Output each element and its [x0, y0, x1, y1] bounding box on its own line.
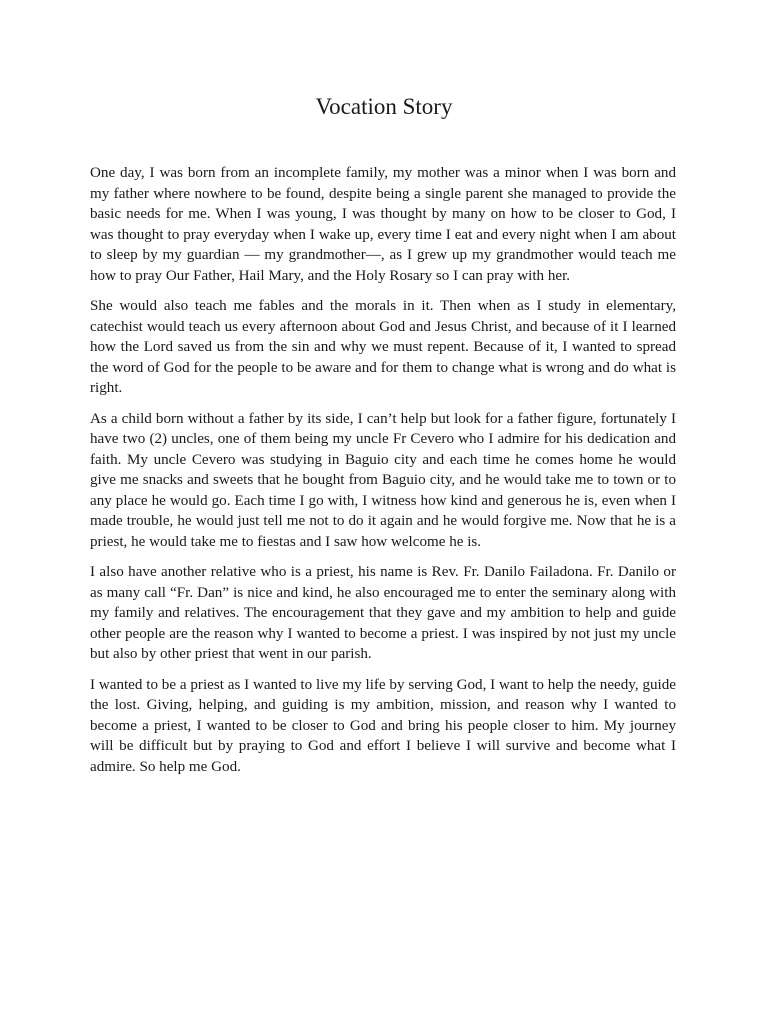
document-title: Vocation Story: [315, 94, 453, 119]
paragraph-1: One day, I was born from an incomplete family, my mother was a minor when I was born and my father where nowhere to be found, despite being a single parent she managed to provide the basic needs for me. When I was young, I was thought by many on how to be closer to God, I was thought to pray everyday when I wake up, every time I eat and every night when I am about to sleep by my guardian — my grandmother—, as I grew up my grandmother would teach me how to pray Our Father, Hail Mary, and the Holy Rosary so I can pray with her.: [90, 165, 676, 284]
document-body: [90, 163, 676, 787]
paragraph-5: I wanted to be a priest as I wanted to live my life by serving God, I want to help the needy, guide the lost. Giving, helping, and guiding is my ambition, mission, and reason why I wanted to become a priest, I wanted to be closer to God and bring his people closer to him. My journey will be difficult but by praying to God and effort I believe I will survive and become what I admire. So help me God.: [90, 676, 676, 775]
paragraph-4: I also have another relative who is a priest, his name is Rev. Fr. Danilo Failadona. Fr. Danilo or as many call “Fr. Dan” is nice and kind, he also encouraged me to enter the seminary along with my family and relatives. The encouragement that they gave and my ambition to help and guide other people are the reason why I wanted to become a priest. I was inspired by not just my uncle but also by other priest that went in our parish.: [90, 564, 676, 662]
paragraph-3: As a child born without a father by its side, I can’t help but look for a father figure, fortunately I have two (2) uncles, one of them being my uncle Fr Cevero who I admire for his dedication and faith. My uncle Cevero was studying in Baguio city and each time he comes home he would give me snacks and sweets that he bought from Baguio city, and he would take me to town or to any place he would go. Each time I go with, I witness how kind and generous he is, even when I made trouble, he would just tell me not to do it again and he would forgive me. Now that he is a priest, he would take me to fiestas and I saw how welcome he is.: [90, 410, 676, 550]
paragraph-2: She would also teach me fables and the morals in it. Then when as I study in elementary, catechist would teach us every afternoon about God and Jesus Christ, and because of it I learned how the Lord saved us from the sin and why we must repent. Because of it, I wanted to spread the word of God for the people to be aware and for them to change what is wrong and do what is right.: [90, 298, 676, 396]
